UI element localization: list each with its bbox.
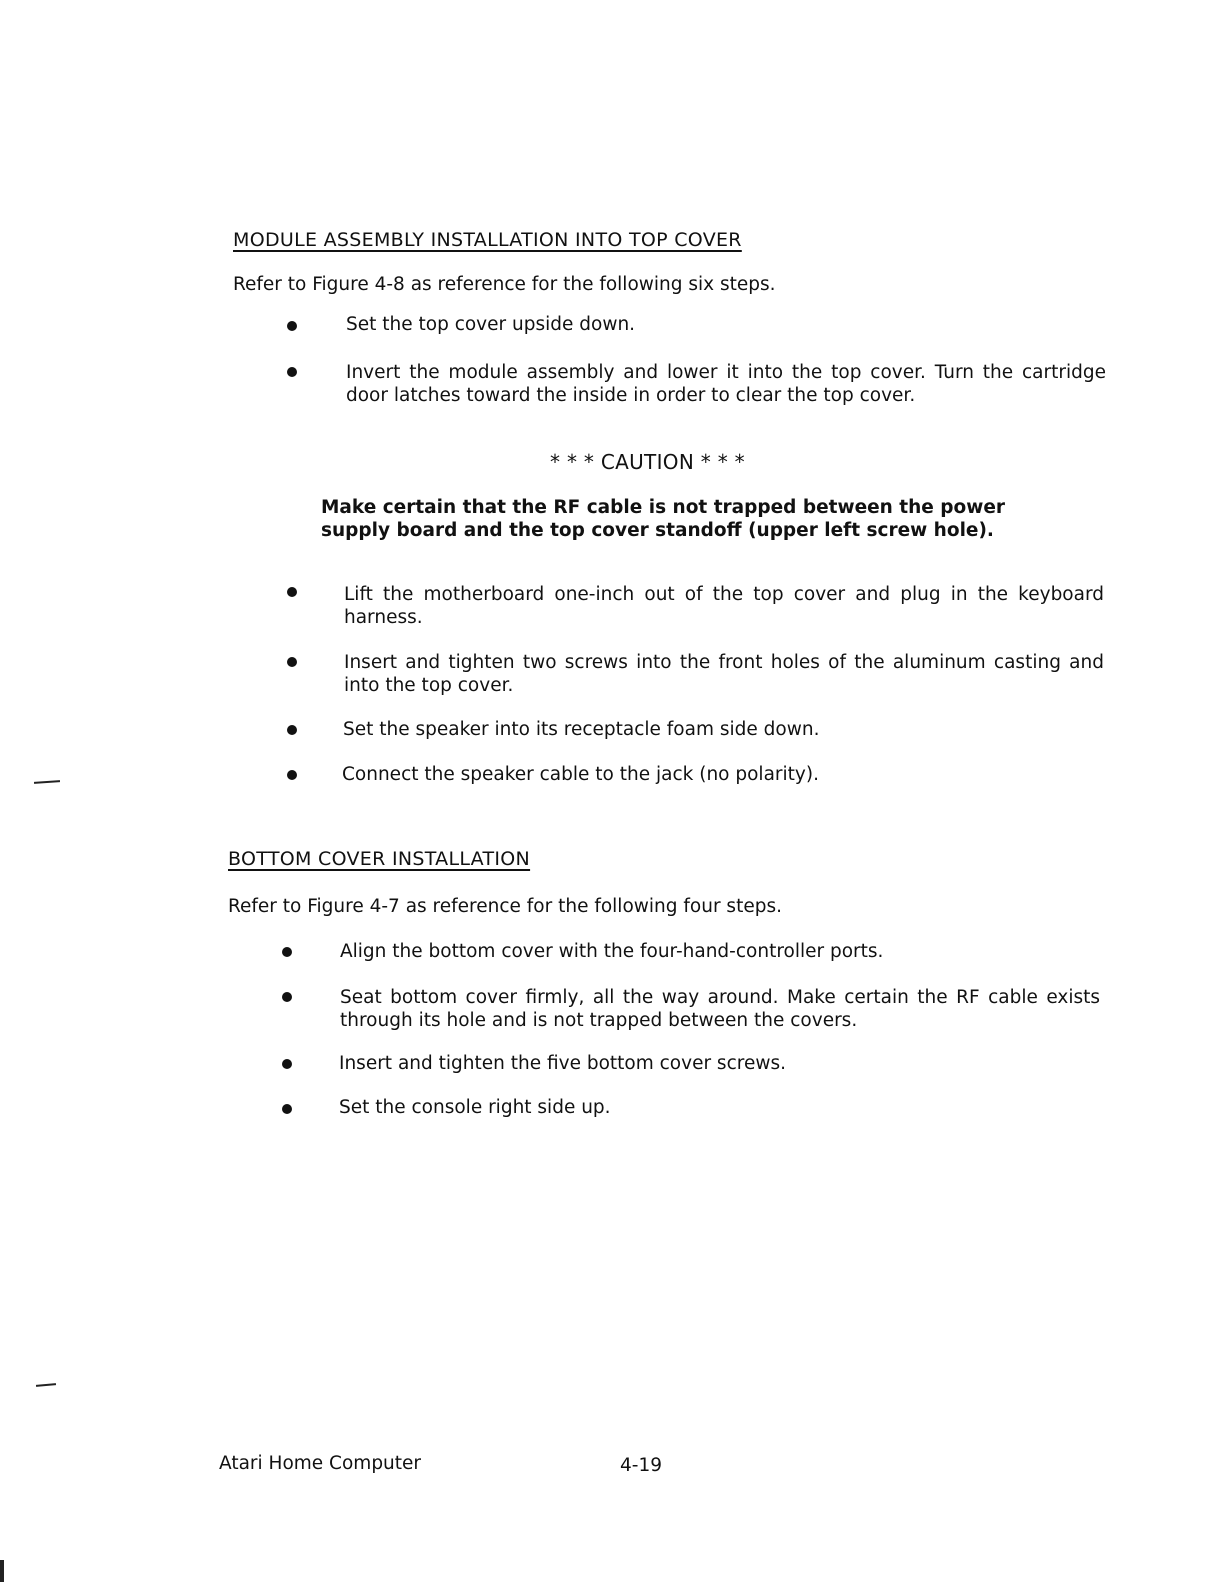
bullet-icon <box>287 367 297 377</box>
caution-title: * * * CAUTION * * * <box>550 450 745 474</box>
section-intro: Refer to Figure 4-8 as reference for the following six steps. <box>233 274 776 295</box>
list-item: Seat bottom cover firmly, all the way around. Make certain the RF cable exists through its hole and is not trapped between the covers. <box>340 987 1100 1031</box>
section-heading-bottom-cover: BOTTOM COVER INSTALLATION <box>228 848 531 870</box>
list-item: Set the console right side up. <box>339 1097 611 1118</box>
bullet-icon <box>287 321 297 331</box>
list-item: Connect the speaker cable to the jack (no polarity). <box>342 764 819 785</box>
bullet-icon <box>282 1059 292 1069</box>
bullet-icon <box>282 947 292 957</box>
list-item: Set the speaker into its receptacle foam side down. <box>343 719 820 740</box>
list-item: Insert and tighten the five bottom cover screws. <box>339 1053 786 1074</box>
bullet-icon <box>287 657 297 667</box>
list-item: Insert and tighten two screws into the front holes of the aluminum casting and into the top cover. <box>344 652 1104 696</box>
scan-mark <box>34 780 60 784</box>
scan-mark <box>0 1560 4 1582</box>
section-intro: Refer to Figure 4-7 as reference for the following four steps. <box>228 896 782 917</box>
caution-text: Make certain that the RF cable is not trapped between the power supply board and the top cover standoff (upper left screw hole). <box>321 497 1006 541</box>
list-item: Align the bottom cover with the four-hand-controller ports. <box>340 941 884 962</box>
list-item: Lift the motherboard one-inch out of the top cover and plug in the keyboard harness. <box>344 584 1104 628</box>
scan-mark <box>36 1383 56 1387</box>
list-item: Set the top cover upside down. <box>346 314 636 335</box>
list-item: Invert the module assembly and lower it into the top cover. Turn the cartridge door latches toward the inside in order to clear the top cover. <box>346 362 1106 406</box>
bullet-icon <box>287 725 297 735</box>
footer-title: Atari Home Computer <box>219 1453 422 1474</box>
bullet-icon <box>282 1104 292 1114</box>
page-number: 4-19 <box>620 1455 662 1476</box>
bullet-icon <box>287 587 297 597</box>
section-heading-module-assembly: MODULE ASSEMBLY INSTALLATION INTO TOP COVER <box>233 229 742 251</box>
bullet-icon <box>282 992 292 1002</box>
bullet-icon <box>287 770 297 780</box>
